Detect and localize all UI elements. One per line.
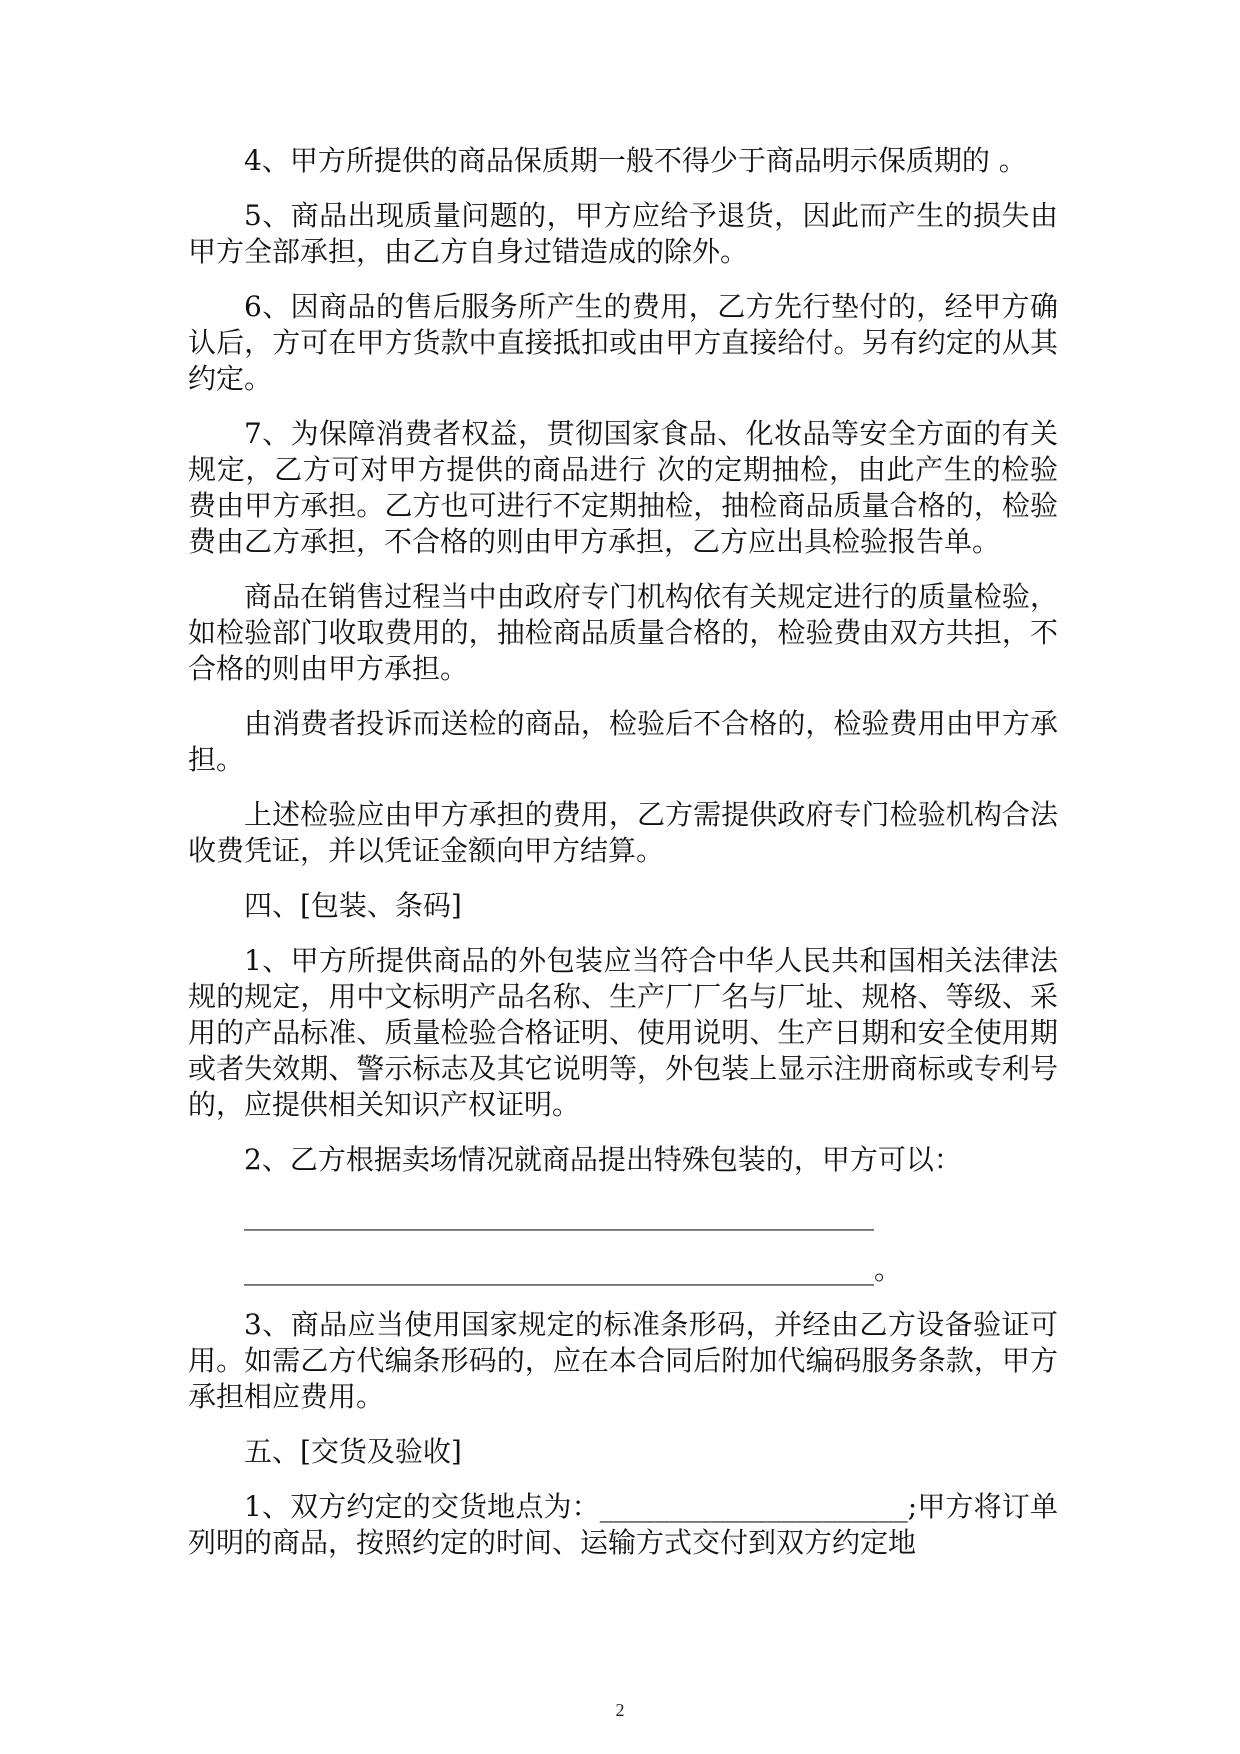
paragraph-government-inspection: 商品在销售过程当中由政府专门机构依有关规定进行的质量检验，如检验部门收取费用的，抽检商品质量合格的，检验费由双方共担，不合格的则由甲方承担。 [188,580,1058,685]
page-number: 2 [615,1700,625,1720]
clause-1-packaging: 1、甲方所提供商品的外包装应当符合中华人民共和国相关法律法规的规定，用中文标明产品名称、生产厂厂名与厂址、规格、等级、采用的产品标准、质量检验合格证明、使用说明、生产日期和安全使用期或者失效期、警示标志及其它说明等，外包装上显示注册商标或专利号的，应提供相关知识产权证明。 [188,944,1058,1121]
section-heading-delivery: 五、[交货及验收] [244,1435,462,1468]
clause-5-quality-return: 5、商品出现质量问题的，甲方应给予退货，因此而产生的损失由甲方全部承担，由乙方自身过错造成的除外。 [188,199,1058,268]
paragraph-inspection-settlement: 上述检验应由甲方承担的费用，乙方需提供政府专门检验机构合法收费凭证，并以凭证金额向甲方结算。 [188,798,1058,867]
clause-1-delivery-location: 1、双方约定的交货地点为：______________________;甲方将订单列明的商品，按照约定的时间、运输方式交付到双方约定地 [188,1490,1058,1559]
clause-2-special-packaging: 2、乙方根据卖场情况就商品提出特殊包装的，甲方可以： [244,1143,962,1176]
fill-in-blank-line-2: _____________________________________________。 [244,1253,903,1286]
clause-7-inspection: 7、为保障消费者权益，贯彻国家食品、化妆品等安全方面的有关规定，乙方可对甲方提供的商品进行 次的定期抽检，由此产生的检验费由甲方承担。乙方也可进行不定期抽检，抽检商品质量合格的，检验费由乙方承担，不合格的则由甲方承担，乙方应出具检验报告单。 [188,417,1058,558]
document-body [188,143,1058,1580]
clause-6-after-sales: 6、因商品的售后服务所产生的费用，乙方先行垫付的，经甲方确认后，方可在甲方货款中直接抵扣或由甲方直接给付。另有约定的从其约定。 [188,290,1058,395]
clause-3-barcode: 3、商品应当使用国家规定的标准条形码，并经由乙方设备验证可用。如需乙方代编条形码的，应在本合同后附加代编码服务条款，甲方承担相应费用。 [188,1308,1058,1413]
clause-4-shelf-life: 4、甲方所提供的商品保质期一般不得少于商品明示保质期的 。 [244,144,1027,177]
section-heading-packaging: 四、[包装、条码] [244,889,462,922]
fill-in-blank-line-1: _____________________________________________ [244,1198,874,1231]
paragraph-consumer-complaint: 由消费者投诉而送检的商品，检验后不合格的，检验费用由甲方承担。 [188,707,1058,776]
